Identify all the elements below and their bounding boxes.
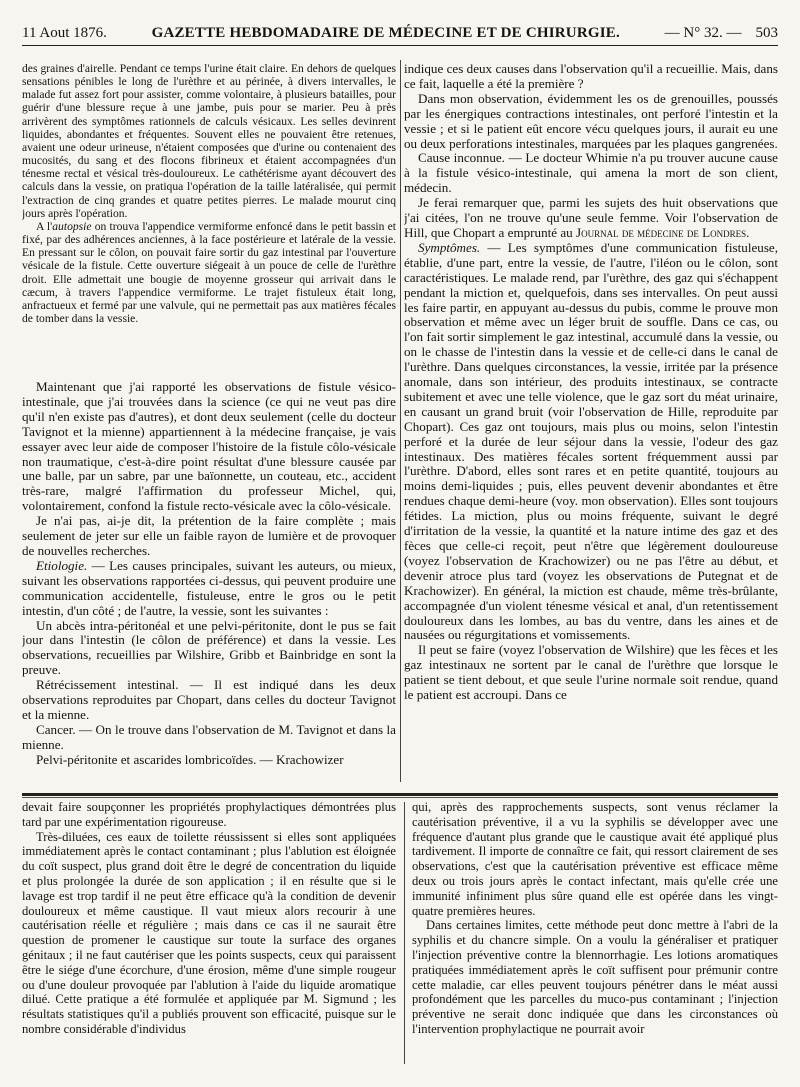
section-divider-thin xyxy=(22,797,778,798)
journal-reference: Journal de médecine de Londres. xyxy=(576,224,750,240)
paragraph: Dans certaines limites, cette méthode peut donc mettre à l'abri de la syphilis et du chancre simple. On a voulu la généraliser et pratiquer l'injection préventive contre la blennorrhagie. Les lotions aromatiques pratiquées immédiatement après le coït suffisent pour prémunir contre cette maladie, car elles peuvent toujours pénétrer dans le méat aussi profondément que les parcelles du muco-pus contaminant ; l'injection préventive ne serait donc indiquée que dans les circonstances où l'intervention prophylactique ne pourrait avoir xyxy=(412,918,778,1036)
running-header xyxy=(22,20,778,46)
issue-number: — N° 32. — xyxy=(664,25,742,41)
column-rule-top xyxy=(400,60,401,782)
autopsy-term: autopsie xyxy=(52,219,92,233)
paragraph: Pelvi-péritonite et ascarides lombricoïdes. — Krachowizer xyxy=(36,751,344,767)
paragraph-etiologie: Etiologie. — Les causes principales, suivant les auteurs, ou mieux, suivant les observations rapportées ci-dessus, qui peuvent produire une communication accidentelle, fistuleuse, entre le gros ou le petit intestin, d'un côté ; de l'autre, la vessie, sont les suivantes : xyxy=(22,557,396,618)
upper-left-case-report xyxy=(22,62,396,380)
paragraph: Cause inconnue. — Le docteur Whimie n'a pu trouver aucune cause à la fistule vésico-intestinale, qui amena la mort de son client, médecin. xyxy=(404,150,778,196)
paragraph: Maintenant que j'ai rapporté les observations de fistule vésico-intestinale, que j'ai trouvées dans la science (ce qui ne veut pas dire qu'il n'en existe pas d'autres), et dont deux seulement (celle du docteur Tavignot et la mienne) appartiennent à la médecine française, je vais essayer avec leur aide de composer l'histoire de la fistule côlo-vésicale non traumatique, c'est-à-dire point résultat d'une blessure causée par une balle, par un sabre, par une baïonnette, un couteau, etc., accident très-rare, malgré l'affirmation du professeur Michel, qui, volontairement, confond la fistule recto-vésicale avec la côlo-vésicale. xyxy=(22,380,396,514)
header-right xyxy=(665,25,778,42)
paragraph: qui, après des rapprochements suspects, sont venus réclamer la cautérisation préventive, il a vu la syphilis se développer avec une fréquence d'autant plus grande que le caustique avait été appliqué plus tardivement. Il importe de connaître ce fait, qui ressort clairement de ses observations, c'est que la cautérisation préventive est efficace même deux ou trois jours après le contact infectant, mais qu'elle crée une immunité infiniment plus sûre quand elle est opérée dans les vingt-quatre premières heures. xyxy=(412,800,778,918)
paragraph: Je n'ai pas, ai-je dit, la prétention de la faire complète ; mais seulement de jeter sur elle un faible rayon de lumière et de provoquer de nouvelles recherches. xyxy=(22,513,396,558)
paragraph: Cancer. — On le trouve dans l'observation de M. Tavignot et dans la mienne. xyxy=(22,721,396,752)
upper-right-column xyxy=(404,62,778,784)
section-divider xyxy=(22,793,778,796)
paragraph: Rétrécissement intestinal. — Il est indiqué dans les deux observations reproduites par Chopart, dans celles du docteur Tavignot et la mienne. xyxy=(22,677,396,722)
journal-title: GAZETTE HEBDOMADAIRE DE MÉDECINE ET DE CHIRURGIE. xyxy=(151,25,620,41)
bottom-left-column xyxy=(22,800,396,1066)
paragraph: Il peut se faire (voyez l'observation de Wilshire) que les fèces et les gaz intestinaux ne sortent par le canal de l'urèthre que lorsque le patient se tient debout, et que seule l'urine normale soit rendue, quand le patient est accroupi. Dans ce xyxy=(404,642,778,703)
paragraph: Très-diluées, ces eaux de toilette réussissent si elles sont appliquées immédiatement après le contact contaminant ; plus l'ablution est éloignée du coït suspect, plus grand doit être le degré de concentration du liquide et plus prolongée la durée de son application ; il en résulte que si le lavage est trop tardif il ne peut être efficace qu'à la condition de devenir douloureux et même caustique. Il vaut mieux alors recourir à une cautérisation réelle et régulière ; mais dans ce cas il ne saurait être question de promener le caustique sur toute la surface des organes génitaux ; il ne faut cautériser que les points suspects, ceux qui paraissent être le siége d'une écorchure, d'une érosion, même d'une simple rougeur ou d'une douleur provoquée par l'ablution à l'aide du liquide aromatique dilué. Cette pratique a été formulée et appliquée par M. Sigmund ; les résultats statistiques qu'il a publiés prouvent son efficacité, puisque sur le nombre considérable d'individus xyxy=(22,829,396,1036)
upper-left-discussion xyxy=(22,380,396,780)
paragraph: Un abcès intra-péritonéal et une pelvi-péritonite, dont le pus se fait jour dans l'intestin (le côlon de préférence) et dans la vessie. Les observations, recueillies par Wilshire, Gribb et Bainbridge en sont la preuve. xyxy=(22,617,396,678)
paragraph-journal-ref: Je ferai remarquer que, parmi les sujets des huit observations que j'ai citées, l'on ne trouve qu'une seule femme. Voir l'observation de Hill, que Chopart a emprunté au Journal de médecine de Londres. xyxy=(404,195,778,240)
bottom-right-column xyxy=(412,800,778,1066)
paragraph: indique ces deux causes dans l'observation qu'il a recueillie. Mais, dans ce fait, laquelle a été la première ? xyxy=(404,62,778,91)
paragraph-symptomes: Symptômes. — Les symptômes d'une communication fistuleuse, établie, d'une part, entre la vessie, de l'autre, l'iléon ou le côlon, sont caractéristiques. Le malade rend, par l'urèthre, des gaz qui s'échappent pendant la miction et, quelquefois, dans ses intervalles. On peut aussi les faire partir, en appuyant au-dessus du pubis, comme le prouve mon observation et même avec un léger bruit de souffle. Dans ce cas, ou l'on fait sortir simplement le gaz intestinal, accumulé dans la vessie, ou on le chasse de l'intestin dans la vessie et de celle-ci dans le canal de l'urèthre. Dans quelques circonstances, la vessie, irritée par la présence anomale, dans son intérieur, des produits intestinaux, se contracte subitement et avec une telle violence, que le gaz sort du méat urinaire, en causant un grand bruit (voir l'observation de Hille, reproduite par Chopart). Ces gaz ont toujours, mais plus ou moins, selon l'intestin perforé et la durée de leur séjour dans la vessie, l'odeur des gaz intestinaux. Des matières fécales sortent fréquemment aussi par l'urèthre. D'abord, elles sont rares et en petite quantité, toujours au moins demi-liquides ; puis, elles peuvent devenir abondantes et être rendues chaque demi-heure (voy. mon observation). Elles sont toujours fétides. La miction, plus ou moins fréquente, suivant le degré d'irritation de la vessie, la quantité et la nature intime des gaz et des fèces que celle-ci reçoit, peut n'être que légèrement douloureuse (voyez l'observation de Krachowizer) ou ne pas l'être au début, et devenir atroce plus tard (voyez les observations de Putegnat et de Krachowizer). En général, la miction est chaude, même très-brûlante, accompagnée d'un violent ténesme vésical et anal, d'un retentissement douloureux dans les lombes, au bas du ventre, dans les aines et de nausées ou régurgitations et vomissements. xyxy=(404,239,778,643)
page-number: 503 xyxy=(755,25,778,41)
etiologie-heading: Etiologie. xyxy=(36,557,88,573)
symptomes-heading: Symptômes. xyxy=(418,239,481,255)
column-rule-bottom xyxy=(404,802,405,1064)
paragraph: des graines d'airelle. Pendant ce temps l'urine était claire. En dehors de quelques sensations pénibles le long de l'urèthre et au périnée, à divers intervalles, le malade fut assez fort pour assister, comme volontaire, à plusieurs batailles, pour guérir d'une blessure reçue à une jambe, puis pour se marier. Peu à près arrivèrent des symptômes rationnels de calculs vésicaux. Les selles devinrent liquides, abondantes et fréquentes. Souvent elles ne pouvaient être retenues, avaient une odeur urineuse, n'étaient composées que d'urine ou contenaient des mucosités, du sang et des flocons fibrineux et étaient accompagnées d'un ténesme rectal et vésical très-douloureux. Le cathétérisme ayant découvert des calculs dans la vessie, on pratiqua l'opération de la taille latéralisée, qui permit l'extraction de cinq grandes et quatre petites pierres. Le malade mourut cinq jours après l'opération. xyxy=(22,62,396,220)
paragraph: devait faire soupçonner les propriétés prophylactiques démontrées plus tard par une expérimentation rigoureuse. xyxy=(22,800,396,829)
paragraph: Dans mon observation, évidemment les os de grenouilles, poussés par les énergiques contractions intestinales, ont perforé l'intestin et la vessie ; et si le patient eût encore vécu quelques jours, il aurait eu une ou deux perforations intestinales, marquées par les plaques gangrenées. xyxy=(404,90,778,151)
paragraph-autopsy: A l'autopsie on trouva l'appendice vermiforme enfoncé dans le petit bassin et fixé, par des adhérences anciennes, à la face postérieure et latérale de la vessie. En pressant sur le côlon, on pouvait faire sortir du gaz intestinal par l'ouverture vésicale de la fistule. Cette ouverture siégeait à un pouce de celle de l'urèthre droit. Elle admettait une bougie de moyenne grosseur qui arrivait dans le cæcum, à travers l'appendice vermiforme. Le trajet fistuleux était long, anfractueux et fermé par une valvule, qui ne permettait pas aux matières fécales de tomber dans la vessie. xyxy=(22,219,396,325)
header-date: 11 Aout 1876. xyxy=(22,25,107,41)
